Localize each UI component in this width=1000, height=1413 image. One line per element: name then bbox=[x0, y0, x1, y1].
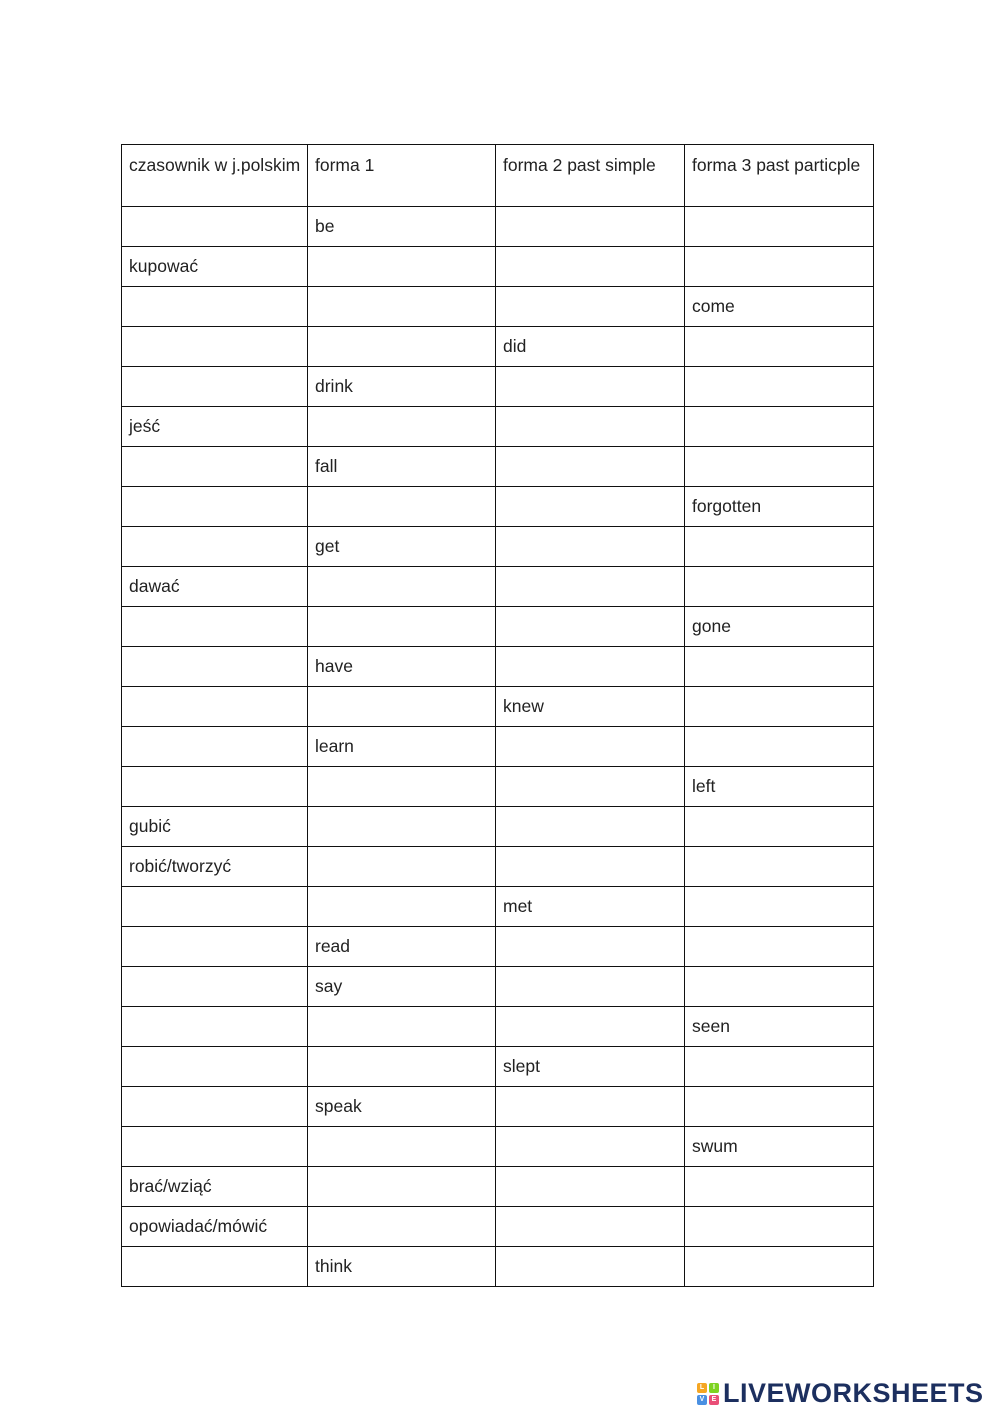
cell-polish-verb bbox=[122, 687, 308, 727]
logo-tile-icon: L bbox=[697, 1383, 707, 1393]
cell-polish-verb bbox=[122, 487, 308, 527]
logo-tile-icon: V bbox=[697, 1395, 707, 1405]
cell-form-3: swum bbox=[685, 1127, 874, 1167]
table-row bbox=[122, 247, 874, 287]
cell-polish-verb bbox=[122, 607, 308, 647]
cell-polish-verb bbox=[122, 647, 308, 687]
brand-wordmark: LIVEWORKSHEETS bbox=[723, 1378, 984, 1408]
cell-form-2 bbox=[496, 1087, 685, 1127]
cell-form-3 bbox=[685, 327, 874, 367]
table-row bbox=[122, 727, 874, 767]
cell-form-2 bbox=[496, 287, 685, 327]
header-polish-verb: czasownik w j.polskim bbox=[122, 145, 308, 207]
header-form-1: forma 1 bbox=[308, 145, 496, 207]
table-row bbox=[122, 1127, 874, 1167]
table-row bbox=[122, 407, 874, 447]
table-row bbox=[122, 327, 874, 367]
table-row bbox=[122, 487, 874, 527]
cell-form-3 bbox=[685, 807, 874, 847]
cell-form-3 bbox=[685, 687, 874, 727]
cell-form-1 bbox=[308, 1047, 496, 1087]
cell-form-3 bbox=[685, 527, 874, 567]
table-row bbox=[122, 1047, 874, 1087]
cell-form-1 bbox=[308, 847, 496, 887]
cell-form-1 bbox=[308, 247, 496, 287]
logo-tile-icon: E bbox=[709, 1395, 719, 1405]
cell-form-2 bbox=[496, 1127, 685, 1167]
cell-form-1 bbox=[308, 327, 496, 367]
cell-form-2 bbox=[496, 1007, 685, 1047]
cell-polish-verb: kupować bbox=[122, 247, 308, 287]
cell-polish-verb bbox=[122, 207, 308, 247]
cell-form-3 bbox=[685, 967, 874, 1007]
table-row bbox=[122, 767, 874, 807]
cell-form-3 bbox=[685, 847, 874, 887]
logo-tile-icon: I bbox=[709, 1383, 719, 1393]
cell-form-1 bbox=[308, 807, 496, 847]
cell-form-1 bbox=[308, 887, 496, 927]
cell-form-3: come bbox=[685, 287, 874, 327]
cell-polish-verb bbox=[122, 967, 308, 1007]
cell-form-1 bbox=[308, 287, 496, 327]
cell-form-2 bbox=[496, 487, 685, 527]
table-row bbox=[122, 887, 874, 927]
table-row bbox=[122, 527, 874, 567]
table-row bbox=[122, 847, 874, 887]
cell-form-3: gone bbox=[685, 607, 874, 647]
cell-form-3 bbox=[685, 1207, 874, 1247]
cell-form-3 bbox=[685, 1247, 874, 1287]
cell-form-2 bbox=[496, 607, 685, 647]
cell-form-3 bbox=[685, 207, 874, 247]
cell-form-1: say bbox=[308, 967, 496, 1007]
cell-form-2: met bbox=[496, 887, 685, 927]
cell-form-2 bbox=[496, 407, 685, 447]
cell-form-2 bbox=[496, 207, 685, 247]
cell-form-2: slept bbox=[496, 1047, 685, 1087]
cell-form-2 bbox=[496, 807, 685, 847]
cell-form-1: read bbox=[308, 927, 496, 967]
liveworksheets-logo bbox=[697, 1383, 719, 1405]
cell-form-3: forgotten bbox=[685, 487, 874, 527]
cell-form-3 bbox=[685, 567, 874, 607]
cell-polish-verb bbox=[122, 927, 308, 967]
cell-polish-verb: robić/tworzyć bbox=[122, 847, 308, 887]
cell-polish-verb: jeść bbox=[122, 407, 308, 447]
cell-form-3 bbox=[685, 1087, 874, 1127]
cell-form-2: knew bbox=[496, 687, 685, 727]
cell-form-1 bbox=[308, 607, 496, 647]
cell-polish-verb bbox=[122, 367, 308, 407]
cell-form-2 bbox=[496, 1247, 685, 1287]
cell-form-2 bbox=[496, 247, 685, 287]
cell-form-2 bbox=[496, 647, 685, 687]
cell-polish-verb: dawać bbox=[122, 567, 308, 607]
cell-form-3 bbox=[685, 887, 874, 927]
table-row bbox=[122, 1207, 874, 1247]
table-row bbox=[122, 447, 874, 487]
verb-forms-table bbox=[121, 144, 874, 1287]
cell-form-1 bbox=[308, 1007, 496, 1047]
table-row bbox=[122, 1087, 874, 1127]
table-row bbox=[122, 1007, 874, 1047]
table-row bbox=[122, 207, 874, 247]
cell-form-1: speak bbox=[308, 1087, 496, 1127]
header-row bbox=[122, 145, 874, 207]
cell-form-1 bbox=[308, 687, 496, 727]
table-row bbox=[122, 367, 874, 407]
table-row bbox=[122, 807, 874, 847]
cell-polish-verb: opowiadać/mówić bbox=[122, 1207, 308, 1247]
cell-form-3 bbox=[685, 367, 874, 407]
cell-form-3 bbox=[685, 927, 874, 967]
cell-form-1: get bbox=[308, 527, 496, 567]
cell-polish-verb bbox=[122, 887, 308, 927]
cell-polish-verb bbox=[122, 1127, 308, 1167]
cell-form-1 bbox=[308, 1167, 496, 1207]
cell-form-1: drink bbox=[308, 367, 496, 407]
table-row bbox=[122, 647, 874, 687]
cell-form-3: left bbox=[685, 767, 874, 807]
cell-polish-verb: gubić bbox=[122, 807, 308, 847]
table-row bbox=[122, 967, 874, 1007]
cell-form-2 bbox=[496, 847, 685, 887]
cell-form-3 bbox=[685, 407, 874, 447]
header-form-3: forma 3 past particple bbox=[685, 145, 874, 207]
cell-form-2 bbox=[496, 767, 685, 807]
cell-polish-verb bbox=[122, 1047, 308, 1087]
cell-form-2: did bbox=[496, 327, 685, 367]
cell-form-2 bbox=[496, 447, 685, 487]
cell-form-3 bbox=[685, 647, 874, 687]
cell-form-1: fall bbox=[308, 447, 496, 487]
table-row bbox=[122, 1247, 874, 1287]
table-row bbox=[122, 567, 874, 607]
table-row bbox=[122, 687, 874, 727]
cell-form-2 bbox=[496, 1167, 685, 1207]
cell-form-1 bbox=[308, 407, 496, 447]
cell-form-1 bbox=[308, 1207, 496, 1247]
cell-form-2 bbox=[496, 967, 685, 1007]
cell-form-1: be bbox=[308, 207, 496, 247]
cell-polish-verb bbox=[122, 1247, 308, 1287]
cell-polish-verb bbox=[122, 727, 308, 767]
table-row bbox=[122, 927, 874, 967]
cell-form-1: have bbox=[308, 647, 496, 687]
cell-form-1 bbox=[308, 767, 496, 807]
cell-polish-verb bbox=[122, 327, 308, 367]
cell-polish-verb bbox=[122, 767, 308, 807]
cell-form-2 bbox=[496, 727, 685, 767]
cell-form-2 bbox=[496, 927, 685, 967]
cell-form-3 bbox=[685, 1047, 874, 1087]
cell-form-1: learn bbox=[308, 727, 496, 767]
cell-form-1 bbox=[308, 567, 496, 607]
cell-polish-verb bbox=[122, 447, 308, 487]
cell-form-3: seen bbox=[685, 1007, 874, 1047]
cell-form-2 bbox=[496, 567, 685, 607]
cell-form-2 bbox=[496, 367, 685, 407]
cell-form-1 bbox=[308, 1127, 496, 1167]
table-row bbox=[122, 607, 874, 647]
cell-form-3 bbox=[685, 247, 874, 287]
cell-form-3 bbox=[685, 727, 874, 767]
cell-form-3 bbox=[685, 1167, 874, 1207]
cell-form-1: think bbox=[308, 1247, 496, 1287]
cell-polish-verb: brać/wziąć bbox=[122, 1167, 308, 1207]
cell-form-1 bbox=[308, 487, 496, 527]
cell-polish-verb bbox=[122, 1087, 308, 1127]
liveworksheets-brand bbox=[697, 1378, 984, 1409]
cell-form-2 bbox=[496, 1207, 685, 1247]
cell-polish-verb bbox=[122, 1007, 308, 1047]
cell-form-3 bbox=[685, 447, 874, 487]
table-row bbox=[122, 287, 874, 327]
cell-polish-verb bbox=[122, 287, 308, 327]
cell-polish-verb bbox=[122, 527, 308, 567]
header-form-2: forma 2 past simple bbox=[496, 145, 685, 207]
table-row bbox=[122, 1167, 874, 1207]
cell-form-2 bbox=[496, 527, 685, 567]
